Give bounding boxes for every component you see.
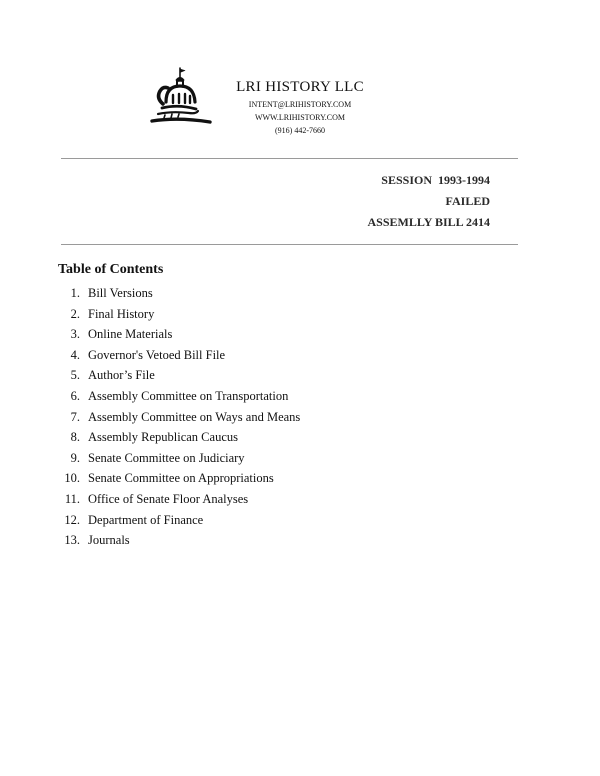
top-divider: [61, 158, 518, 159]
company-phone: (916) 442-7660: [275, 126, 325, 135]
toc-item-senate-floor-analyses: [58, 490, 300, 511]
toc-item-label: Author’s File: [88, 368, 155, 383]
company-block: [218, 78, 382, 137]
toc-item-number: 11.: [64, 491, 80, 506]
toc-item-assembly-transportation: [58, 387, 300, 408]
toc-item-authors-file: [58, 366, 300, 387]
toc-item-number: 7.: [70, 409, 80, 424]
toc-title: Table of Contents: [58, 262, 164, 277]
company-name: LRI HISTORY LLC: [236, 79, 364, 95]
company-email: INTENT@LRIHISTORY.COM: [248, 100, 352, 109]
toc-item-label: Online Materials: [88, 327, 173, 342]
toc-item-number: 8.: [70, 430, 80, 445]
toc-item-final-history: [58, 305, 300, 326]
toc-item-label: Bill Versions: [88, 286, 153, 300]
session-label: SESSION 1993-1994: [381, 173, 490, 187]
toc-item-bill-versions: [58, 284, 300, 305]
toc-item-senate-judiciary: [58, 449, 300, 470]
toc-item-label: Assembly Republican Caucus: [88, 430, 238, 445]
toc-item-number: 5.: [70, 368, 80, 383]
toc-item-label: Final History: [88, 306, 155, 321]
toc-item-label: Assembly Committee on Transportation: [88, 388, 289, 403]
toc-item-number: 3.: [70, 327, 80, 342]
toc-item-senate-appropriations: [58, 469, 300, 490]
bill-meta: [368, 170, 491, 233]
bill-label: ASSEMLLY BILL 2414: [367, 215, 490, 229]
bottom-divider: [61, 244, 518, 245]
toc-item-label: Senate Committee on Judiciary: [88, 450, 245, 465]
toc-item-number: 13.: [64, 533, 80, 548]
toc-item-number: 1.: [70, 286, 80, 300]
toc-item-journals: [58, 531, 300, 552]
toc-item-online-materials: [58, 325, 300, 346]
toc-item-label: Senate Committee on Appropriations: [88, 471, 274, 486]
toc-item-number: 10.: [64, 471, 80, 486]
capitol-dome-icon: [144, 64, 214, 138]
toc-item-assembly-ways-and-means: [58, 408, 300, 429]
toc-item-assembly-republican-caucus: [58, 428, 300, 449]
toc-item-number: 9.: [70, 450, 80, 465]
status-label: FAILED: [445, 194, 490, 208]
toc-item-number: 2.: [70, 306, 80, 321]
toc-item-label: Department of Finance: [88, 512, 204, 527]
toc-item-label: Assembly Committee on Ways and Means: [88, 409, 301, 424]
toc-list: [58, 284, 300, 552]
toc-item-department-of-finance: [58, 511, 300, 532]
toc-item-number: 12.: [64, 512, 80, 527]
toc-item-label: Office of Senate Floor Analyses: [88, 491, 249, 506]
toc-item-number: 6.: [70, 388, 80, 403]
toc-item-label: Journals: [88, 533, 130, 548]
toc-item-number: 4.: [70, 347, 80, 362]
company-website: WWW.LRIHISTORY.COM: [254, 113, 346, 122]
toc-item-governors-vetoed-bill-file: [58, 346, 300, 367]
toc-item-label: Governor's Vetoed Bill File: [88, 347, 226, 362]
